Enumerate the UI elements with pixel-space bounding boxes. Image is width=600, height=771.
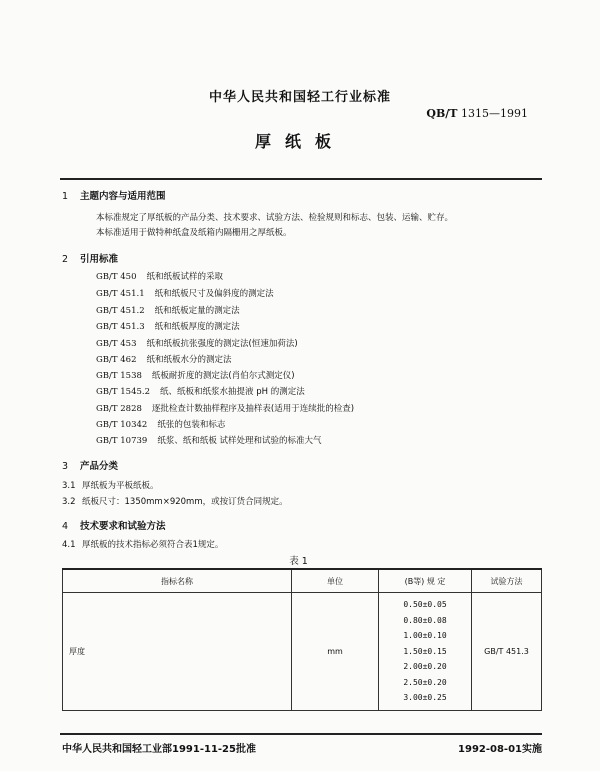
reference-title: 逐批检查计数抽样程序及抽样表(适用于连续批的检查) xyxy=(151,404,355,414)
paragraph: 本标准适用于做特种纸盒及纸箱内隔栅用之厚纸板。 xyxy=(96,228,292,238)
row-unit: mm xyxy=(292,593,379,711)
reference-item xyxy=(96,353,232,365)
section-number: 3 xyxy=(62,461,69,472)
section-number: 4 xyxy=(62,521,69,532)
reference-code: GB/T 2828 xyxy=(96,404,142,414)
reference-item xyxy=(96,385,305,397)
thickness-value: 1.00±0.10 xyxy=(403,631,447,640)
clause-text: 厚纸板的技术指标必须符合表1规定。 xyxy=(82,540,224,550)
header-unit: 单位 xyxy=(292,569,379,593)
thickness-value: 2.50±0.20 xyxy=(403,677,447,687)
approval-date: 中华人民共和国轻工业部1991-11-25批准 xyxy=(62,744,256,755)
reference-item xyxy=(96,418,225,430)
reference-title: 纸和纸板抗张强度的测定法(恒速加荷法) xyxy=(146,339,298,349)
row-test-method: GB/T 451.3 xyxy=(472,593,542,711)
reference-code: GB/T 1545.2 xyxy=(96,387,151,397)
row-values xyxy=(379,593,472,711)
reference-code: GB/T 451.1 xyxy=(96,289,145,299)
thickness-value: 2.00±0.20 xyxy=(403,662,447,671)
reference-item xyxy=(96,270,223,282)
table-row xyxy=(63,593,542,711)
thickness-value: 0.80±0.08 xyxy=(403,615,447,625)
standard-organization: 中华人民共和国轻工行业标准 xyxy=(208,90,391,105)
section-number: 2 xyxy=(62,254,69,265)
reference-item xyxy=(96,434,322,446)
reference-item xyxy=(96,337,298,349)
reference-code: GB/T 451.2 xyxy=(96,306,145,316)
thickness-value: 0.50±0.05 xyxy=(403,600,447,609)
reference-title: 纸和纸板定量的测定法 xyxy=(154,306,240,316)
reference-code: GB/T 10739 xyxy=(96,436,148,446)
standard-prefix: QB/T xyxy=(426,107,458,120)
reference-title: 纸和纸板厚度的测定法 xyxy=(154,322,240,332)
section-title: 产品分类 xyxy=(80,461,119,472)
thickness-value: 3.00±0.25 xyxy=(403,693,447,702)
reference-item xyxy=(96,402,354,414)
header-method: 试验方法 xyxy=(472,569,542,593)
row-indicator-name: 厚度 xyxy=(63,593,292,711)
reference-title: 纸和纸板水分的测定法 xyxy=(146,355,232,365)
reference-item xyxy=(96,320,240,332)
clause-text: 厚纸板为平板纸板。 xyxy=(82,481,159,491)
clause-number: 3.2 xyxy=(62,497,76,507)
implementation-date: 1992-08-01实施 xyxy=(458,744,542,755)
reference-item xyxy=(96,287,274,299)
reference-code: GB/T 462 xyxy=(96,355,137,365)
standard-code xyxy=(426,107,528,120)
reference-code: GB/T 1538 xyxy=(96,371,142,381)
header-divider xyxy=(60,178,542,180)
reference-title: 纸浆、纸和纸板 试样处理和试验的标准大气 xyxy=(157,436,322,446)
reference-item xyxy=(96,369,295,381)
reference-item xyxy=(96,304,240,316)
reference-code: GB/T 450 xyxy=(96,272,137,282)
table-caption: 表1 xyxy=(289,556,311,567)
reference-title: 纸张的包装和标志 xyxy=(157,420,226,430)
thickness-value: 1.50±0.15 xyxy=(403,646,447,656)
section-title: 主题内容与适用范围 xyxy=(80,191,166,202)
reference-title: 纸板耐折度的测定法(肖伯尔式测定仪) xyxy=(151,371,295,381)
clause-3-1 xyxy=(62,479,159,491)
footer-divider xyxy=(60,733,542,735)
reference-code: GB/T 453 xyxy=(96,339,137,349)
section-2-heading xyxy=(62,251,118,265)
standard-number: 1315—1991 xyxy=(461,107,528,120)
clause-text: 纸板尺寸：1350mm×920mm，或按订货合同规定。 xyxy=(82,497,288,507)
section-4-heading xyxy=(62,518,166,532)
header-spec: (B等) 规 定 xyxy=(379,569,472,593)
section-3-heading xyxy=(62,458,118,472)
reference-code: GB/T 10342 xyxy=(96,420,148,430)
header-indicator: 指标名称 xyxy=(63,569,292,593)
reference-title: 纸、纸板和纸浆水抽提液 pH 的测定法 xyxy=(160,387,305,397)
document-title: 厚纸板 xyxy=(254,132,345,151)
section-1-heading xyxy=(62,188,166,202)
section-title: 引用标准 xyxy=(80,254,119,265)
reference-code: GB/T 451.3 xyxy=(96,322,145,332)
section-number: 1 xyxy=(62,191,69,202)
reference-title: 纸和纸板尺寸及偏斜度的测定法 xyxy=(154,289,274,299)
spec-table xyxy=(62,568,542,711)
clause-number: 4.1 xyxy=(62,540,76,550)
clause-3-2 xyxy=(62,495,288,507)
table-header-row xyxy=(63,569,542,593)
clause-4-1 xyxy=(62,538,223,550)
clause-number: 3.1 xyxy=(62,481,76,491)
paragraph: 本标准规定了厚纸板的产品分类、技术要求、试验方法、检验规则和标志、包装、运输、贮存。 xyxy=(96,213,454,223)
section-title: 技术要求和试验方法 xyxy=(80,521,166,532)
reference-title: 纸和纸板试样的采取 xyxy=(146,272,224,282)
